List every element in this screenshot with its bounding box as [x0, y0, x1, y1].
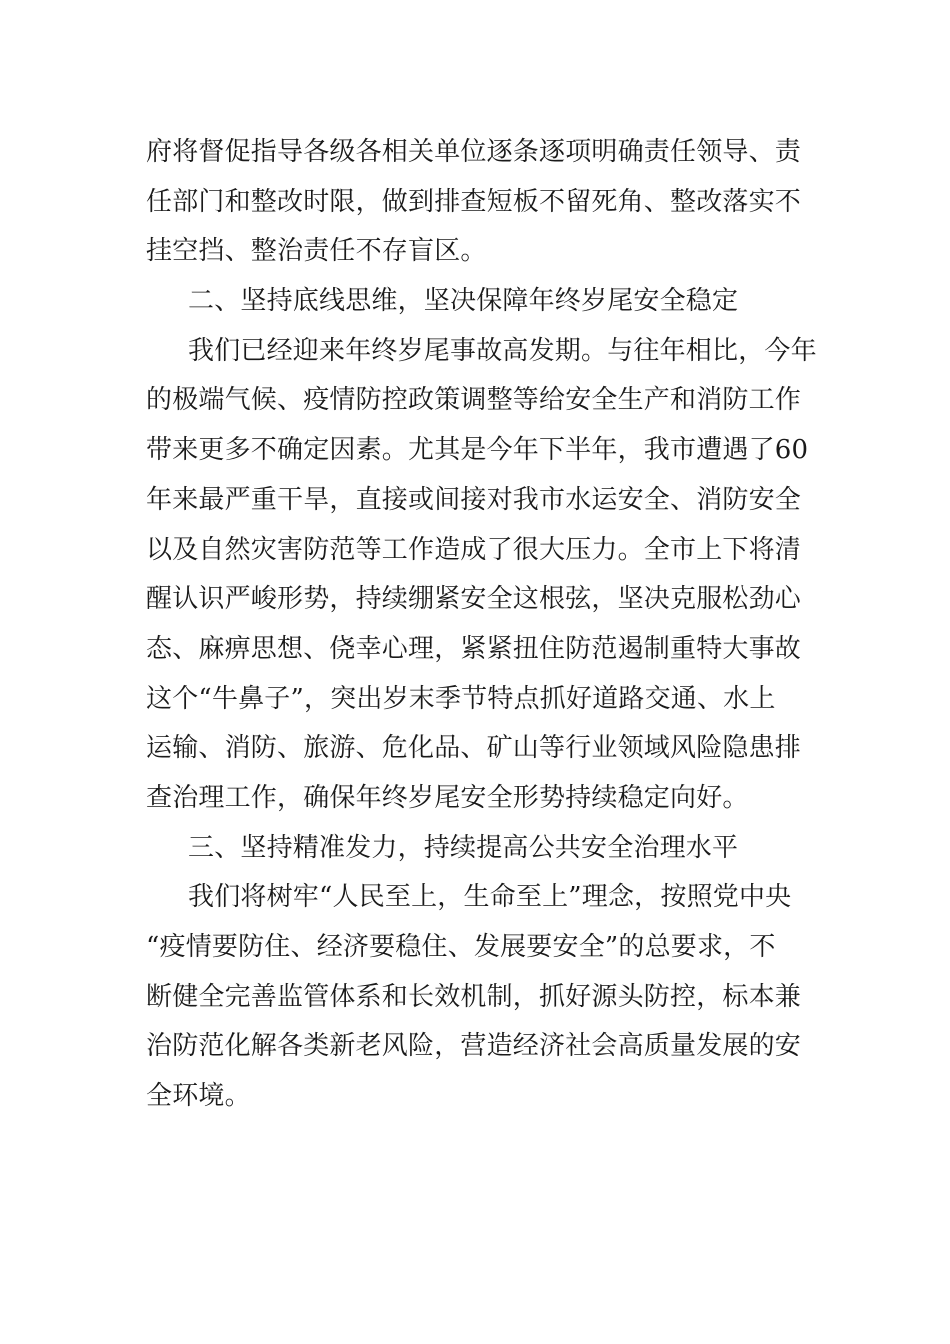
paragraph-3-line-4: 治防范化解各类新老风险，营造经济社会高质量发展的安	[146, 1031, 802, 1062]
paragraph-3-line-1: 我们将树牢“人民至上，生命至上”理念，按照党中央	[188, 882, 792, 913]
section-heading-2: 二、坚持底线思维，坚决保障年终岁尾安全稳定	[188, 286, 739, 317]
paragraph-2-line-5: 以及自然灾害防范等工作造成了很大压力。全市上下将清	[146, 534, 802, 565]
paragraph-intro-line-2: 任部门和整改时限，做到排查短板不留死角、整改落实不	[146, 186, 802, 217]
document-body	[146, 128, 817, 1122]
paragraph-2-line-1: 我们已经迎来年终岁尾事故高发期。与往年相比，今年	[188, 335, 817, 366]
paragraph-3-line-2: “疫情要防住、经济要稳住、发展要安全”的总要求，不	[146, 932, 776, 962]
paragraph-3-line-5: 全环境。	[146, 1081, 251, 1112]
paragraph-3-line-3: 断健全完善监管体系和长效机制，抓好源头防控，标本兼	[146, 981, 802, 1012]
section-heading-3: 三、坚持精准发力，持续提高公共安全治理水平	[188, 832, 739, 863]
paragraph-2-line-7: 态、麻痹思想、侥幸心理，紧紧扭住防范遏制重特大事故	[146, 633, 802, 664]
paragraph-2-line-9: 运输、消防、旅游、危化品、矿山等行业领域风险隐患排	[146, 733, 802, 764]
paragraph-2-line-3: 带来更多不确定因素。尤其是今年下半年，我市遭遇了60	[146, 435, 809, 466]
paragraph-intro-line-1: 府将督促指导各级各相关单位逐条逐项明确责任领导、责	[146, 137, 802, 167]
paragraph-2-line-6: 醒认识严峻形势，持续绷紧安全这根弦，坚决克服松劲心	[146, 584, 802, 615]
paragraph-2-line-10: 查治理工作，确保年终岁尾安全形势持续稳定向好。	[146, 782, 749, 813]
paragraph-intro-line-3: 挂空挡、整治责任不存盲区。	[146, 236, 487, 267]
paragraph-2-line-8: 这个“牛鼻子”，突出岁末季节特点抓好道路交通、水上	[146, 683, 776, 714]
paragraph-2-line-4: 年来最严重干旱，直接或间接对我市水运安全、消防安全	[146, 484, 802, 515]
paragraph-2-line-2: 的极端气候、疫情防控政策调整等给安全生产和消防工作	[146, 385, 802, 416]
